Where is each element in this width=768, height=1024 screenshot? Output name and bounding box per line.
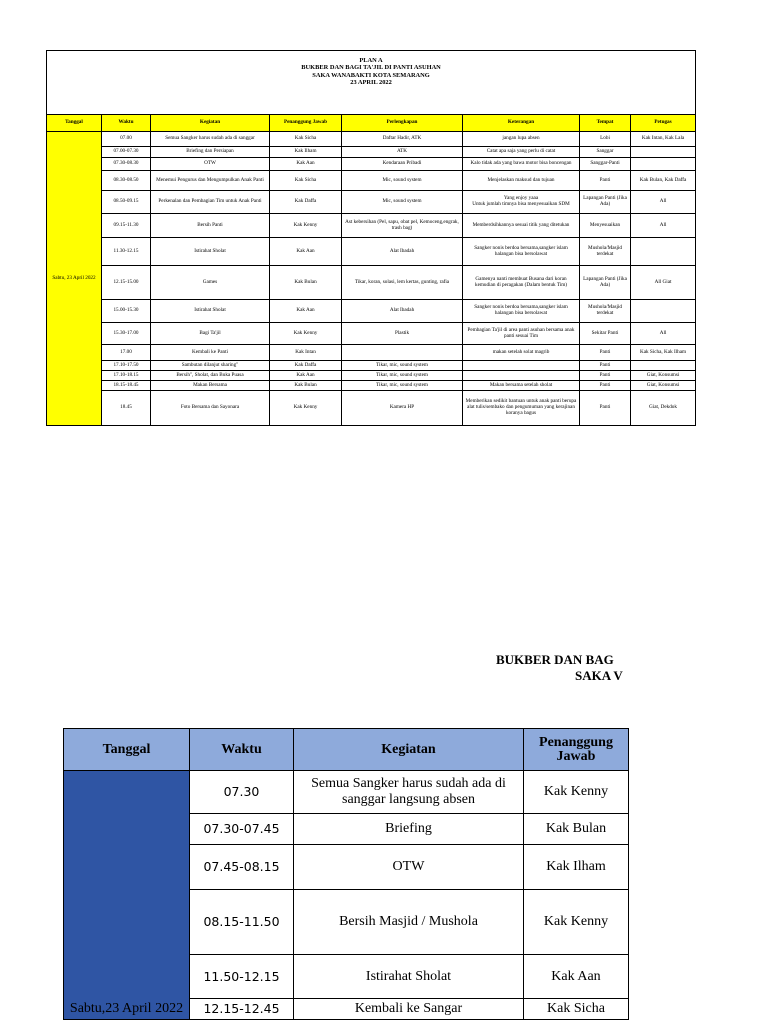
cell-penanggung-jawab: Kak Kenny bbox=[270, 391, 342, 426]
cell-waktu: 12.15-12.45 bbox=[190, 999, 294, 1020]
cell-penanggung-jawab: Kak Daffa bbox=[270, 361, 342, 371]
cell-kegiatan: Briefing bbox=[294, 814, 524, 845]
cell-waktu: 09.15-11.30 bbox=[102, 214, 151, 238]
cell-kegiatan: Briefing dan Persiapan bbox=[151, 147, 270, 158]
plan-a-title bbox=[47, 51, 696, 115]
cell-kegiatan: Kembali ke Sangar bbox=[294, 999, 524, 1020]
table-row bbox=[47, 300, 696, 323]
cell-waktu: 08.15-11.50 bbox=[190, 890, 294, 955]
cell-waktu: 07.00-07.30 bbox=[102, 147, 151, 158]
cell-penanggung-jawab: Kak Kenny bbox=[524, 890, 629, 955]
cell-perlengkapan: Plastik bbox=[342, 323, 463, 345]
table-row bbox=[64, 771, 629, 814]
cell-waktu: 07.30-08.30 bbox=[102, 158, 151, 171]
cell-tempat: Panti bbox=[580, 391, 631, 426]
cell-kegiatan: Bersih", Sholat, dan Buka Puasa bbox=[151, 371, 270, 381]
table-row bbox=[47, 361, 696, 371]
cell-perlengkapan: Kendaraan Pribadi bbox=[342, 158, 463, 171]
plan-a-title-line: BUKBER DAN BAGI TA'JIL DI PANTI ASUHAN bbox=[301, 64, 441, 72]
cell-penanggung-jawab: Kak Aan bbox=[270, 158, 342, 171]
col-header-keterangan: Keterangan bbox=[463, 115, 580, 132]
cell-waktu: 18.45 bbox=[102, 391, 151, 426]
cell-waktu: 07.30-07.45 bbox=[190, 814, 294, 845]
cell-perlengkapan: Tikar, koran, solasi, lem kertas, gunting, rafia bbox=[342, 266, 463, 300]
cell-penanggung-jawab: Kak Sicha bbox=[524, 999, 629, 1020]
cell-tempat: Panti bbox=[580, 345, 631, 361]
cell-penanggung-jawab: Kak Intan bbox=[270, 345, 342, 361]
cell-kegiatan: Bersih Masjid / Mushola bbox=[294, 890, 524, 955]
plan-a-header-row bbox=[47, 115, 696, 132]
table-row bbox=[47, 266, 696, 300]
col-header-kegiatan: Kegiatan bbox=[151, 115, 270, 132]
cell-keterangan: Gamenya nanti membuat Busana dari koran kemudian di peragakan (Dalam bentuk Tim) bbox=[463, 266, 580, 300]
cell-tempat: Lapangan Panti (Jika Ada) bbox=[580, 266, 631, 300]
cell-keterangan: Sangker nonis berdoa bersama,sangker islam halangan bisa bersolawat bbox=[463, 238, 580, 266]
cell-kegiatan: OTW bbox=[294, 845, 524, 890]
cell-kegiatan: Menemui Pengurus dan Mengumpulkan Anak Panti bbox=[151, 171, 270, 191]
cell-kegiatan: Bersih Panti bbox=[151, 214, 270, 238]
date-cell: Sabtu, 23 April 2022 bbox=[47, 132, 102, 426]
col-header-kegiatan: Kegiatan bbox=[294, 729, 524, 771]
table-row bbox=[47, 391, 696, 426]
table-row bbox=[47, 132, 696, 147]
cell-tempat: Sanggar bbox=[580, 147, 631, 158]
cell-waktu: 07.45-08.15 bbox=[190, 845, 294, 890]
table-row bbox=[47, 323, 696, 345]
cell-tempat: Panti bbox=[580, 371, 631, 381]
cell-tempat: Mushola/Masjid terdekat bbox=[580, 238, 631, 266]
cell-petugas: All bbox=[631, 214, 696, 238]
plan-b-heading-line: BUKBER DAN BAG bbox=[496, 652, 614, 667]
cell-kegiatan: Istirahat Sholat bbox=[151, 300, 270, 323]
cell-tempat: Sanggar-Panti bbox=[580, 158, 631, 171]
cell-tempat: Panti bbox=[580, 361, 631, 371]
cell-petugas: All bbox=[631, 323, 696, 345]
cell-kegiatan: Kembali ke Panti bbox=[151, 345, 270, 361]
cell-keterangan: Memberdsihkannya sesuai titik yang ditetukan bbox=[463, 214, 580, 238]
cell-kegiatan: Istirahat Sholat bbox=[151, 238, 270, 266]
cell-keterangan: Yang enjoy yaaa Untuk jumlah timnya bisa menyesuaikan SDM bbox=[463, 191, 580, 214]
cell-waktu: 17.00 bbox=[102, 345, 151, 361]
table-row bbox=[47, 214, 696, 238]
col-header-penanggung-jawab: Penanggung Jawab bbox=[270, 115, 342, 132]
cell-petugas bbox=[631, 361, 696, 371]
col-header-tanggal: Tanggal bbox=[64, 729, 190, 771]
cell-perlengkapan: Tikar, mic, sound system bbox=[342, 381, 463, 391]
cell-waktu: 17.10-18.15 bbox=[102, 371, 151, 381]
cell-keterangan: makan setelah solat magrib bbox=[463, 345, 580, 361]
cell-waktu: 07.00 bbox=[102, 132, 151, 147]
cell-keterangan: Sangker nonis berdoa bersama,sangker islam halangan bisa bersolawat bbox=[463, 300, 580, 323]
cell-petugas: Giat, Konsumsi bbox=[631, 381, 696, 391]
cell-petugas bbox=[631, 158, 696, 171]
cell-kegiatan: OTW bbox=[151, 158, 270, 171]
cell-kegiatan: Sambutan dilanjut sharing" bbox=[151, 361, 270, 371]
cell-kegiatan: Istirahat Sholat bbox=[294, 955, 524, 999]
cell-waktu: 18.15-18.45 bbox=[102, 381, 151, 391]
cell-waktu: 08.30-08.50 bbox=[102, 171, 151, 191]
cell-petugas: Kak Bulan, Kak Daffa bbox=[631, 171, 696, 191]
col-header-waktu: Waktu bbox=[190, 729, 294, 771]
cell-keterangan: Catat apa saja yang perlu di catat bbox=[463, 147, 580, 158]
cell-penanggung-jawab: Kak Ilham bbox=[524, 845, 629, 890]
cell-tempat: Menyesuaikan bbox=[580, 214, 631, 238]
cell-keterangan bbox=[463, 361, 580, 371]
cell-penanggung-jawab: Kak Ilham bbox=[270, 147, 342, 158]
cell-penanggung-jawab: Kak Sicha bbox=[270, 171, 342, 191]
col-header-waktu: Waktu bbox=[102, 115, 151, 132]
cell-penanggung-jawab: Kak Daffa bbox=[270, 191, 342, 214]
cell-perlengkapan: Tikar, mic, sound system bbox=[342, 361, 463, 371]
cell-penanggung-jawab: Kak Kenny bbox=[524, 771, 629, 814]
cell-perlengkapan bbox=[342, 345, 463, 361]
cell-perlengkapan: ATK bbox=[342, 147, 463, 158]
cell-tempat: Lobi bbox=[580, 132, 631, 147]
cell-waktu: 15.30-17.00 bbox=[102, 323, 151, 345]
cell-petugas bbox=[631, 300, 696, 323]
cell-perlengkapan: Alat Ibadah bbox=[342, 238, 463, 266]
table-row bbox=[47, 147, 696, 158]
cell-tempat: Panti bbox=[580, 381, 631, 391]
plan-a-title-line: SAKA WANABAKTI KOTA SEMARANG bbox=[312, 71, 430, 79]
cell-penanggung-jawab: Kak Bulan bbox=[270, 266, 342, 300]
col-header-petugas: Petugas bbox=[631, 115, 696, 132]
cell-petugas bbox=[631, 238, 696, 266]
cell-perlengkapan: Mic, sound system bbox=[342, 171, 463, 191]
cell-penanggung-jawab: Kak Aan bbox=[270, 300, 342, 323]
plan-a-table bbox=[46, 50, 696, 426]
cell-petugas: All bbox=[631, 191, 696, 214]
cell-perlengkapan: Ast kebersihan (Pel, sapu, obat pel, Kemoceng,engrak, trash bag) bbox=[342, 214, 463, 238]
cell-keterangan: Memberikan sedikit bantuan untuk anak panti berupa alat tulis/sembako dan pengumuman yang kerajinan koranya bagus bbox=[463, 391, 580, 426]
table-row bbox=[47, 381, 696, 391]
cell-perlengkapan: Tikar, mic, sound system bbox=[342, 371, 463, 381]
cell-waktu: 12.15-15.00 bbox=[102, 266, 151, 300]
cell-petugas: Giat, Dekdok bbox=[631, 391, 696, 426]
cell-tempat: Mushola/Masjid terdekat bbox=[580, 300, 631, 323]
cell-waktu: 11.50-12.15 bbox=[190, 955, 294, 999]
cell-waktu: 08.50-09.15 bbox=[102, 191, 151, 214]
cell-keterangan: Menjelaskan maksud dan tujuan bbox=[463, 171, 580, 191]
plan-a-title-line: 23 APRIL 2022 bbox=[350, 79, 392, 87]
col-header-tempat: Tempat bbox=[580, 115, 631, 132]
cell-keterangan bbox=[463, 371, 580, 381]
cell-waktu: 15.00-15.30 bbox=[102, 300, 151, 323]
cell-petugas: All Giat bbox=[631, 266, 696, 300]
cell-perlengkapan: Alat Ibadah bbox=[342, 300, 463, 323]
table-row bbox=[47, 238, 696, 266]
cell-kegiatan: Bagi Ta'jil bbox=[151, 323, 270, 345]
cell-petugas: Kak Intan, Kak Lala bbox=[631, 132, 696, 147]
cell-kegiatan: Semua Sangker harus sudah ada di sanggar langsung absen bbox=[294, 771, 524, 814]
cell-penanggung-jawab: Kak Aan bbox=[524, 955, 629, 999]
cell-penanggung-jawab: Kak Bulan bbox=[270, 381, 342, 391]
cell-kegiatan: Games bbox=[151, 266, 270, 300]
cell-penanggung-jawab: Kak Sicha bbox=[270, 132, 342, 147]
plan-a-body bbox=[47, 132, 696, 426]
cell-waktu: 11.30-12.15 bbox=[102, 238, 151, 266]
plan-b-header-row bbox=[64, 729, 629, 771]
cell-kegiatan: Foto Bersama dan Sayonara bbox=[151, 391, 270, 426]
cell-kegiatan: Perkenalan dan Pembagian Tim untuk Anak Panti bbox=[151, 191, 270, 214]
cell-waktu: 07.30 bbox=[190, 771, 294, 814]
cell-tempat: Sekitar Panti bbox=[580, 323, 631, 345]
col-header-penanggung-jawab: Penanggung Jawab bbox=[524, 729, 629, 771]
cell-waktu: 17.10-17.50 bbox=[102, 361, 151, 371]
cell-keterangan: Kalo tidak ada yang bawa motor bisa boncengan bbox=[463, 158, 580, 171]
cell-tempat: Panti bbox=[580, 171, 631, 191]
cell-keterangan: Makan bersama setelah sholat bbox=[463, 381, 580, 391]
plan-b-body bbox=[64, 771, 629, 1020]
table-row bbox=[47, 345, 696, 361]
table-row bbox=[47, 158, 696, 171]
cell-keterangan: Pembagian Ta'jil di area panti asuhan bersama anak panti sesuai Tim bbox=[463, 323, 580, 345]
cell-perlengkapan: Daftar Hadir, ATK bbox=[342, 132, 463, 147]
cell-petugas: Giat, Konsumsi bbox=[631, 371, 696, 381]
cell-penanggung-jawab: Kak Kenny bbox=[270, 214, 342, 238]
cell-perlengkapan: Mic, sound system bbox=[342, 191, 463, 214]
cell-penanggung-jawab: Kak Aan bbox=[270, 238, 342, 266]
col-header-perlengkapan: Perlengkapan bbox=[342, 115, 463, 132]
cell-penanggung-jawab: Kak Bulan bbox=[524, 814, 629, 845]
plan-a-title-line: PLAN A bbox=[359, 57, 383, 64]
cell-tempat: Lapangan Panti (Jika Ada) bbox=[580, 191, 631, 214]
cell-petugas: Kak Sicha, Kak Ilham bbox=[631, 345, 696, 361]
cell-penanggung-jawab: Kak Kenny bbox=[270, 323, 342, 345]
table-row bbox=[47, 171, 696, 191]
cell-kegiatan: Semua Sangker harus sudah ada di sanggar bbox=[151, 132, 270, 147]
col-header-tanggal: Tanggal bbox=[47, 115, 102, 132]
cell-petugas bbox=[631, 147, 696, 158]
cell-kegiatan: Makan Bersama bbox=[151, 381, 270, 391]
cell-penanggung-jawab: Kak Aan bbox=[270, 371, 342, 381]
table-row bbox=[47, 191, 696, 214]
plan-b-heading-line: SAKA V bbox=[575, 668, 623, 683]
cell-keterangan: jangan lupa absen bbox=[463, 132, 580, 147]
cell-perlengkapan: Kamera HP bbox=[342, 391, 463, 426]
date-cell: Sabtu,23 April 2022 bbox=[64, 771, 190, 1020]
plan-b-table bbox=[63, 728, 629, 1020]
table-row bbox=[47, 371, 696, 381]
plan-b-heading bbox=[420, 652, 628, 684]
